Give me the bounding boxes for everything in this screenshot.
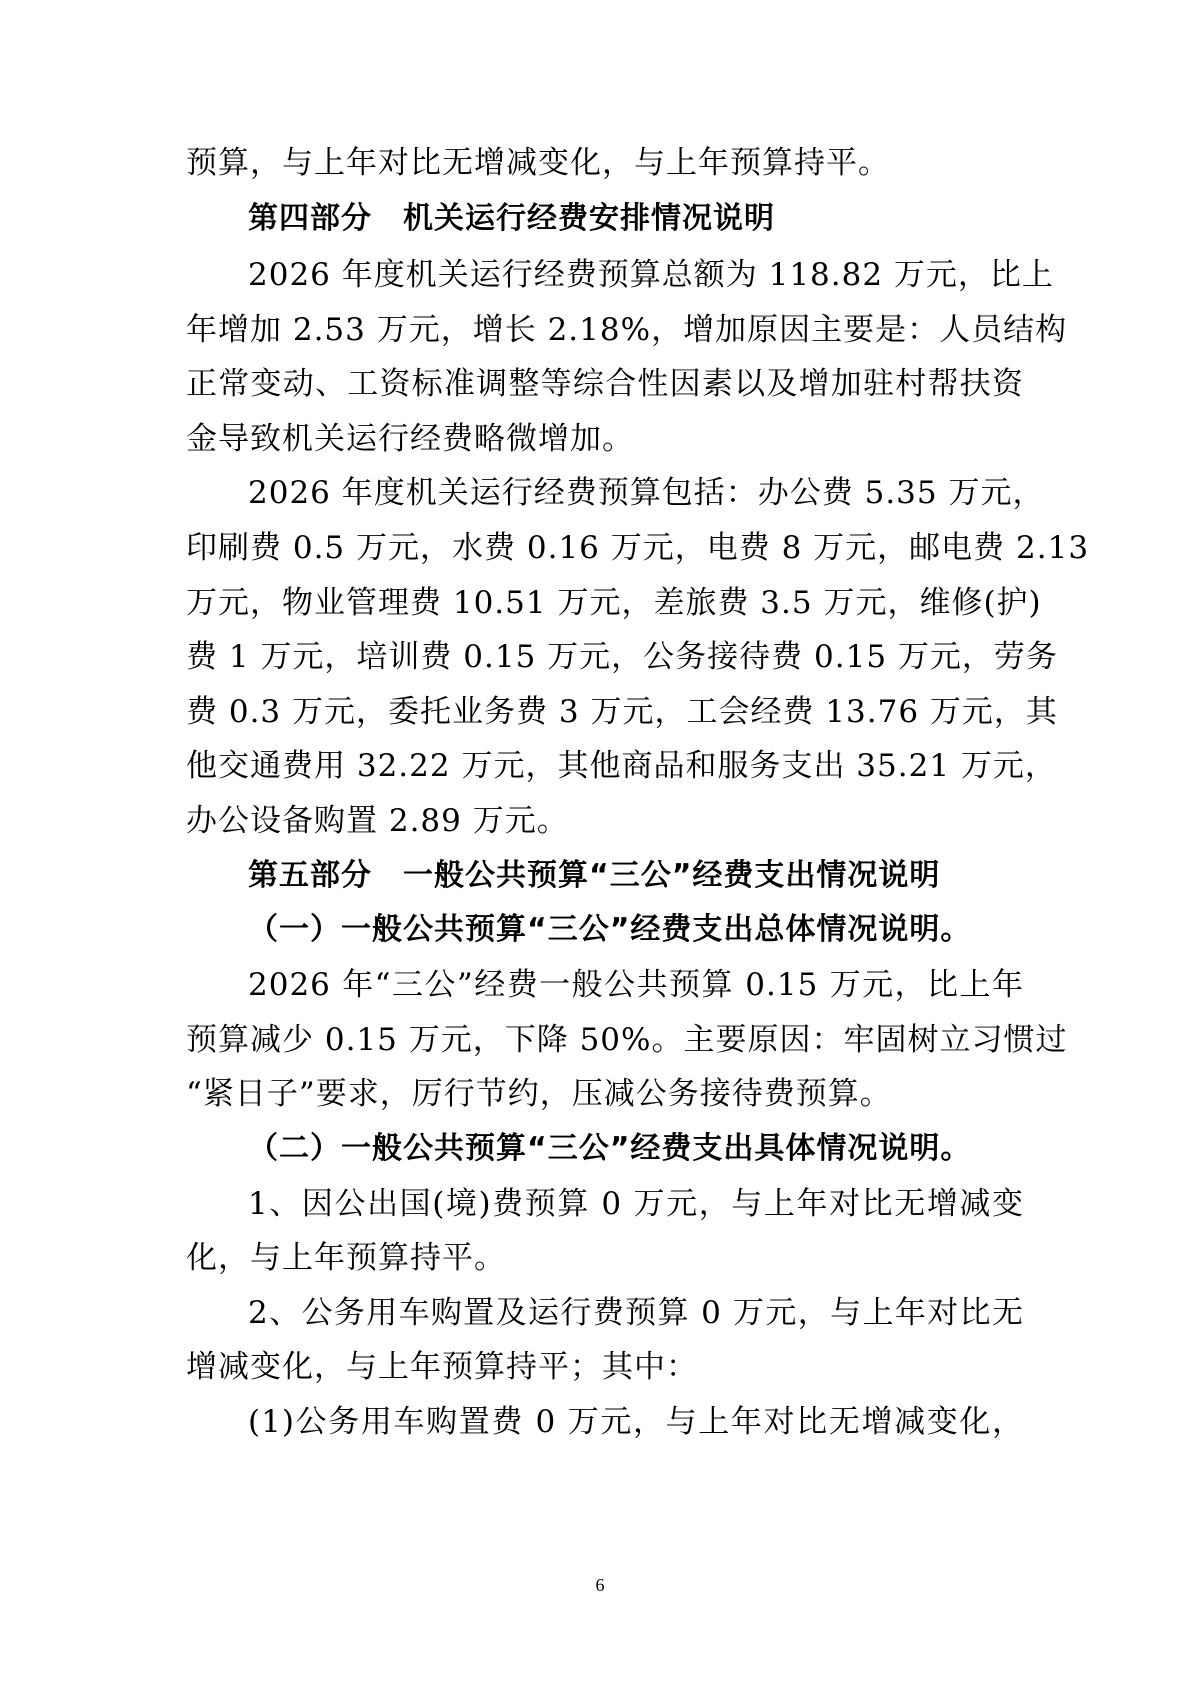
text-line: 他交通费用 32.22 万元，其他商品和服务支出 35.21 万元， xyxy=(186,748,1057,784)
subsection-heading: （一）一般公共预算“三公”经费支出总体情况说明。 xyxy=(248,912,972,947)
text-line: 2026 年“三公”经费一般公共预算 0.15 万元，比上年 xyxy=(248,967,1024,1003)
text-line: 年增加 2.53 万元，增长 2.18%，增加原因主要是：人员结构 xyxy=(186,312,1068,348)
text-line: (1)公务用车购置费 0 万元，与上年对比无增减变化， xyxy=(248,1404,1024,1440)
section-heading: 第四部分 机关运行经费安排情况说明 xyxy=(248,201,775,236)
text-line: 化，与上年预算持平。 xyxy=(186,1240,506,1276)
page-number: 6 xyxy=(595,1575,605,1595)
subsection-heading: （二）一般公共预算“三公”经费支出具体情况说明。 xyxy=(248,1131,972,1166)
text-line: 2026 年度机关运行经费预算包括：办公费 5.35 万元， xyxy=(248,475,1045,511)
text-line: 费 0.3 万元，委托业务费 3 万元，工会经费 13.76 万元，其 xyxy=(186,694,1058,730)
section-heading: 第五部分 一般公共预算“三公”经费支出情况说明 xyxy=(248,858,941,893)
text-line: 2、公务用车购置及运行费预算 0 万元，与上年对比无 xyxy=(248,1295,1024,1331)
text-line: 金导致机关运行经费略微增加。 xyxy=(186,421,634,457)
text-line: 1、因公出国(境)费预算 0 万元，与上年对比无增减变 xyxy=(248,1186,1024,1222)
text-line: 印刷费 0.5 万元，水费 0.16 万元，电费 8 万元，邮电费 2.13 xyxy=(186,530,1090,566)
text-line: 办公设备购置 2.89 万元。 xyxy=(186,803,569,839)
text-line: 正常变动、工资标准调整等综合性因素以及增加驻村帮扶资 xyxy=(186,366,1024,402)
text-line: 万元，物业管理费 10.51 万元，差旅费 3.5 万元，维修(护) xyxy=(186,585,1042,621)
text-line: 增减变化，与上年预算持平；其中： xyxy=(186,1349,698,1385)
text-line: 费 1 万元，培训费 0.15 万元，公务接待费 0.15 万元，劳务 xyxy=(186,639,1058,675)
text-line: 2026 年度机关运行经费预算总额为 118.82 万元，比上 xyxy=(248,257,1054,293)
text-line: 预算，与上年对比无增减变化，与上年预算持平。 xyxy=(186,145,890,181)
text-line: 预算减少 0.15 万元，下降 50%。主要原因：牢固树立习惯过 xyxy=(186,1022,1068,1058)
text-line: “紧日子”要求，厉行节约，压减公务接待费预算。 xyxy=(186,1076,892,1112)
